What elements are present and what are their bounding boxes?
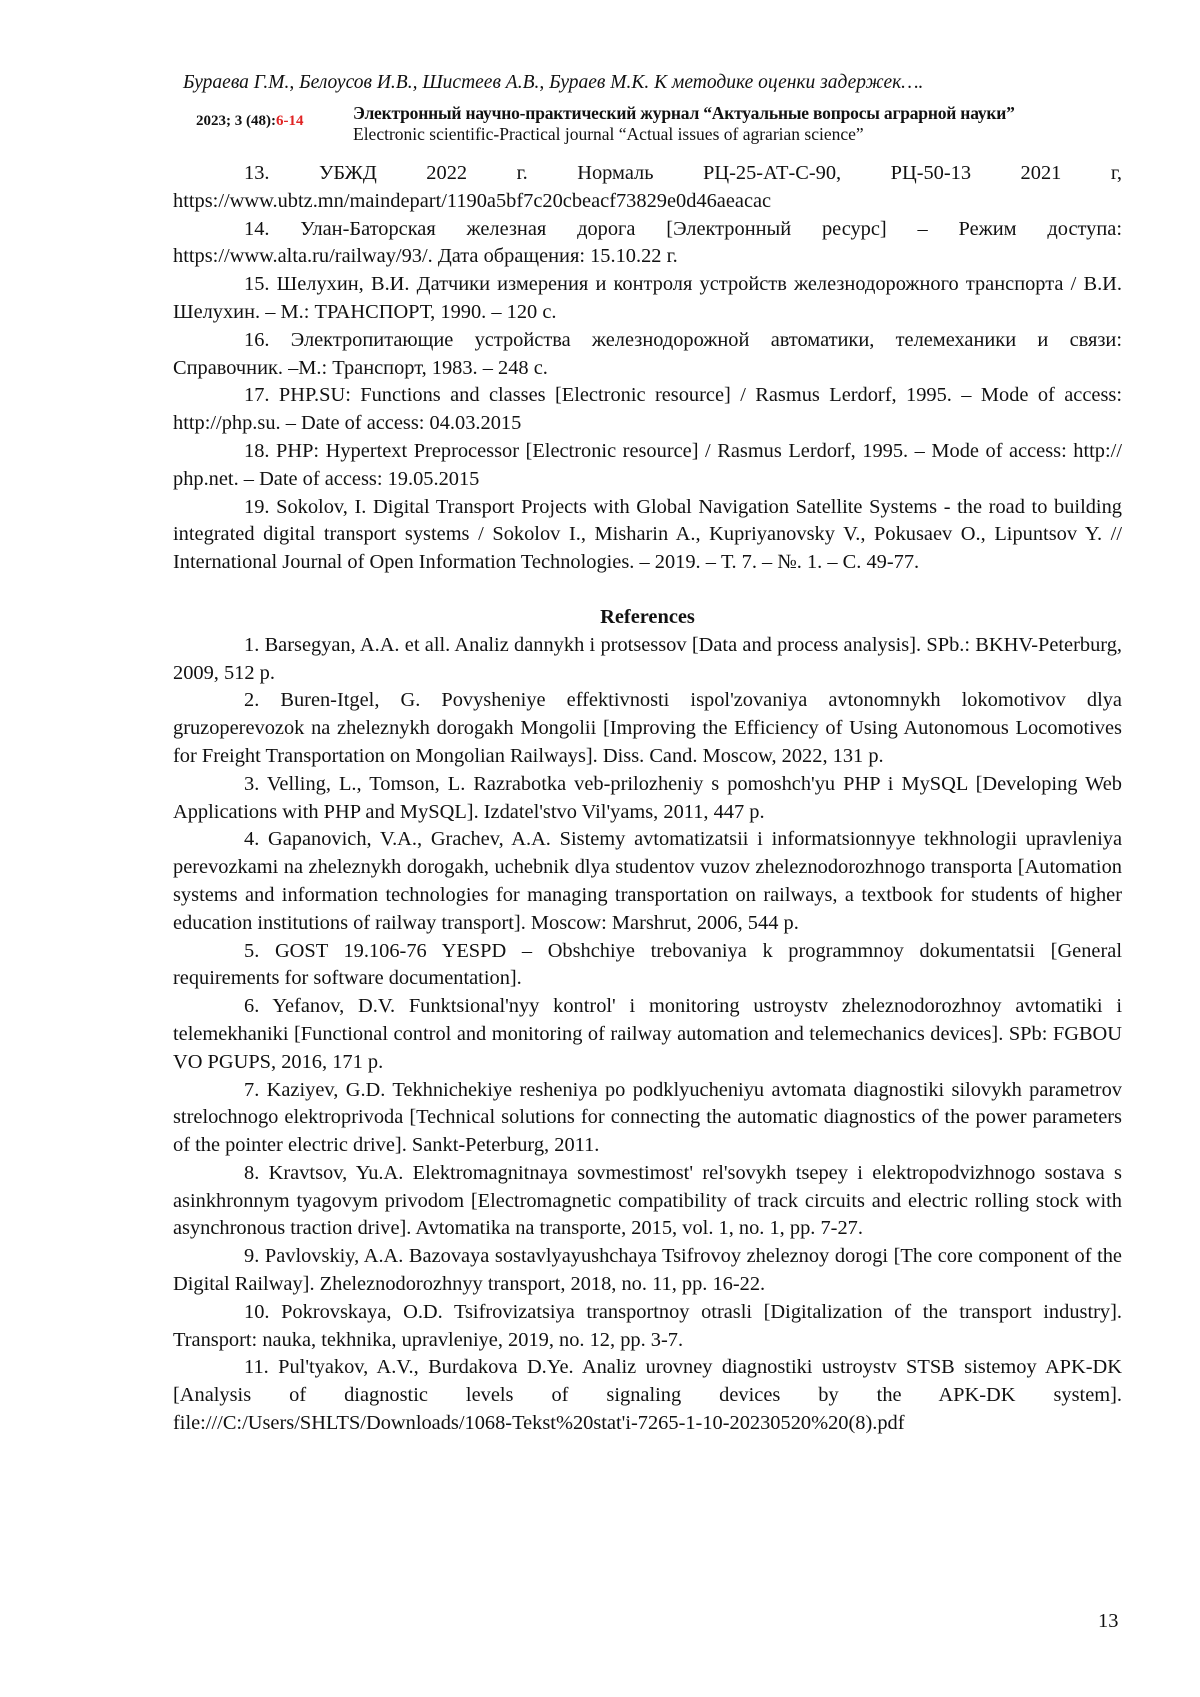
reference-item: 3. Velling, L., Tomson, L. Razrabotka veb-prilozheniy s pomoshch'yu PHP i MySQL [Developing Web Applications with PHP and MySQL]. Izdatel'stvo Vil'yams, 2011, 447 p. <box>173 772 1122 823</box>
reference-item: 8. Kravtsov, Yu.A. Elektromagnitnaya sovmestimost' rel'sovykh tsepey i elektropodvizhnogo sostava s asinkhronnym tyagovym privodom [Electromagnetic compatibility of track circuits and electric rolling stock with asynchronous traction drive]. Avtomatika na transporte, 2015, vol. 1, no. 1, pp. 7-27. <box>173 1161 1122 1240</box>
reference-item: 19. Sokolov, I. Digital Transport Projects with Global Navigation Satellite Systems - the road to building integrated digital transport systems / Sokolov I., Misharin A., Kupriyanovsky V., Pokusaev O., Lipuntsov Y. // International Journal of Open Information Technologies. – 2019. – Т. 7. – №. 1. – С. 49-77. <box>173 495 1122 574</box>
page-number: 13 <box>1098 1610 1119 1632</box>
reference-item: 9. Pavlovskiy, A.A. Bazovaya sostavlyayushchaya Tsifrovoy zheleznoy dorogi [The core component of the Digital Railway]. Zheleznodorozhnyy transport, 2018, no. 11, pp. 16-22. <box>173 1245 1122 1296</box>
issue-pages: 6-14 <box>275 113 304 129</box>
reference-item: 13. УБЖД 2022 г. Нормаль РЦ-25-АТ-С-90, РЦ-50-13 2021 г, https://www.ubtz.mn/maindepart/1190a5bf7c20cbeacf73829e0d46aeacac <box>173 162 1122 212</box>
reference-item: 7. Kaziyev, G.D. Tekhnichekiye resheniya po podklyucheniyu avtomata diagnostiki silovykh parametrov strelochnogo elektroprivoda [Technical solutions for connecting the automatic diagnostics of the power parameters of the pointer electric drive]. Sankt-Peterburg, 2011. <box>173 1078 1122 1157</box>
reference-item: 6. Yefanov, D.V. Funktsional'nyy kontrol' i monitoring ustroystv zheleznodorozhnoy avtomatiki i telemekhaniki [Functional control and monitoring of railway automation and telemechanics devices]. SPb: FGBOU VO PGUPS, 2016, 171 p. <box>173 995 1122 1073</box>
reference-item: 15. Шелухин, В.И. Датчики измерения и контроля устройств железнодорожного транспорта / В.И. Шелухин. – М.: ТРАНСПОРТ, 1990. – 120 с. <box>173 273 1122 323</box>
reference-item: 16. Электропитающие устройства железнодорожной автоматики, телемеханики и связи: Справочник. –М.: Транспорт, 1983. – 248 с. <box>173 328 1122 379</box>
reference-item: 2. Buren-Itgel, G. Povysheniye effektivnosti ispol'zovaniya avtonomnykh lokomotivov dlya gruzoperevozok na zheleznykh dorogakh Mongolii [Improving the Efficiency of Using Autonomous Locomotives for Freight Transportation on Mongolian Railways]. Diss. Cand. Moscow, 2022, 131 p. <box>173 689 1122 767</box>
reference-item: 17. PHP.SU: Functions and classes [Electronic resource] / Rasmus Lerdorf, 1995. – Mode of access: http://php.su. – Date of access: 04.03.2015 <box>173 384 1122 435</box>
reference-item: 10. Pokrovskaya, O.D. Tsifrovizatsiya transportnoy otrasli [Digitalization of the transport industry]. Transport: nauka, tekhnika, upravleniye, 2019, no. 12, pp. 3-7. <box>173 1300 1122 1351</box>
issue-volume: 2023; 3 (48): <box>196 113 276 129</box>
issue-tag <box>196 113 303 130</box>
reference-item: 14. Улан-Баторская железная дорога [Электронный ресурс] – Режим доступа: https://www.alta.ru/railway/93/. Дата обращения: 15.10.22 г. <box>173 217 1122 268</box>
reference-item: 1. Barsegyan, A.A. et all. Analiz dannykh i protsessov [Data and process analysis]. SPb.: BKHV-Peterburg, 2009, 512 p. <box>173 633 1122 684</box>
reference-item: 18. PHP: Hypertext Preprocessor [Electronic resource] / Rasmus Lerdorf, 1995. – Mode of access: http:// php.net. – Date of access: 19.05.2015 <box>173 439 1122 490</box>
journal-title-ru: Электронный научно-практический журнал “Актуальные вопросы аграрной науки” <box>353 103 1015 123</box>
reference-item: 5. GOST 19.106-76 YESPD – Obshchiye trebovaniya k programmnoy dokumentatsii [General requirements for software documentation]. <box>173 939 1122 990</box>
references-body <box>173 160 1122 1438</box>
references-heading: References <box>600 605 695 628</box>
running-header-authors: Бураева Г.М., Белоусов И.В., Шистеев А.В., Бураев М.К. К методике оценки задержек…. <box>183 72 924 93</box>
reference-item: 11. Pul'tyakov, A.V., Burdakova D.Ye. Analiz urovney diagnostiki ustroystv STSB sistemoy APK-DK [Analysis of diagnostic levels of signaling devices by the APK-DK system]. file:///C:/Users/SHLTS/Downloads/1068-Tekst%20stat'i-7265-1-10-20230520%20(8).pdf <box>173 1356 1122 1435</box>
journal-title-en: Electronic scientific-Practical journal “Actual issues of agrarian science” <box>353 124 864 144</box>
reference-item: 4. Gapanovich, V.A., Grachev, A.A. Sistemy avtomatizatsii i informatsionnyye tekhnologii upravleniya perevozkami na zheleznykh dorogakh, uchebnik dlya studentov vuzov zheleznodorozhnogo transporta [Automation systems and information technologies for managing transportation on railways, a textbook for students of higher education institutions of railway transport]. Moscow: Marshrut, 2006, 544 p. <box>173 828 1122 934</box>
